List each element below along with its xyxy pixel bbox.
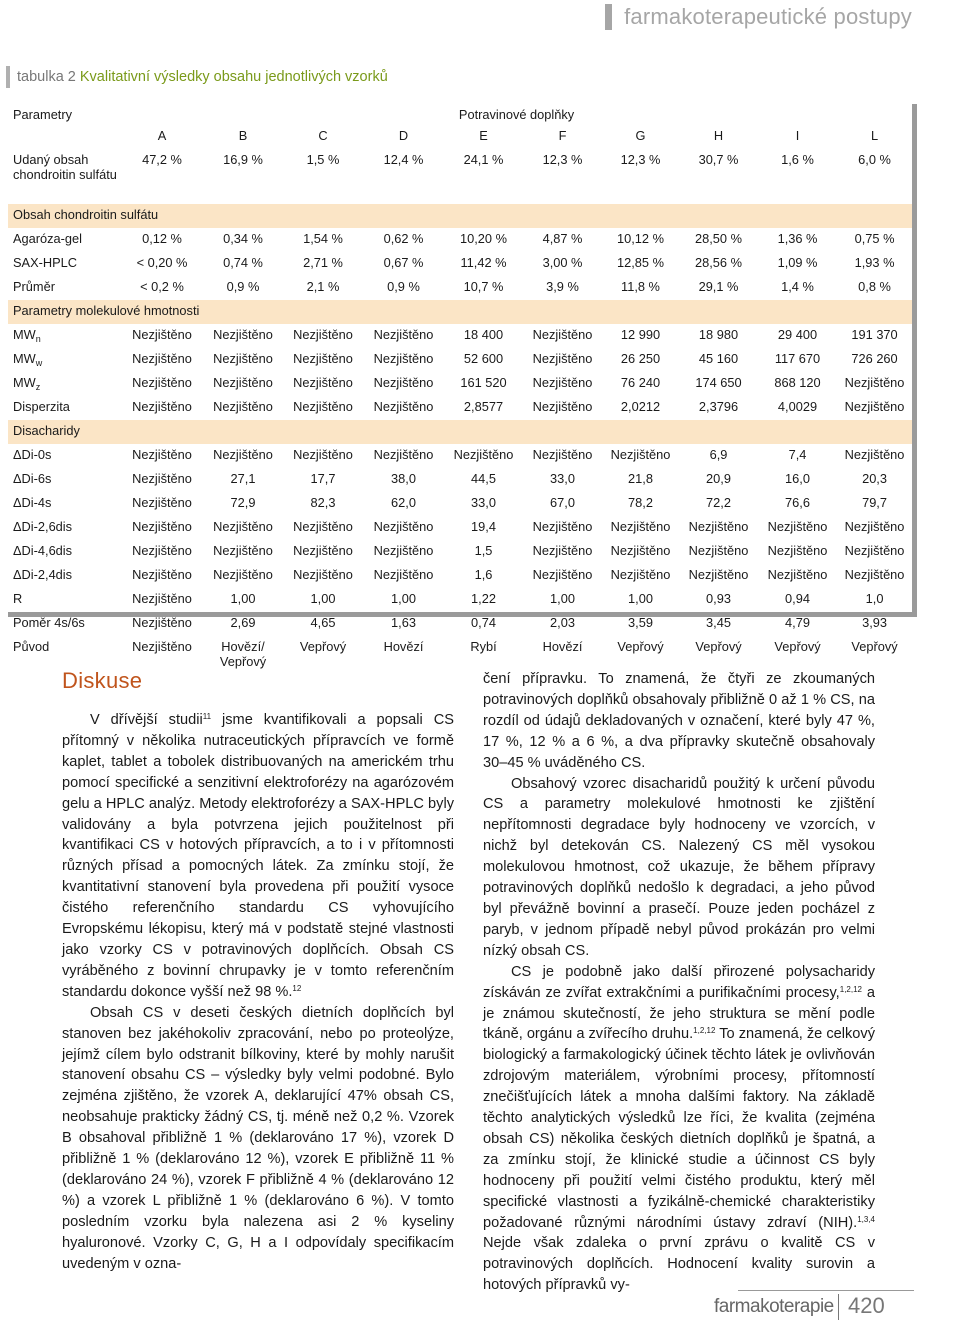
table-cell: 12,3 %	[620, 152, 661, 167]
column-header: A	[157, 128, 167, 143]
section-row-cs	[8, 204, 912, 228]
paragraph-text: Obsahový vzorec disacharidů použitý k určení původu CS a parametry molekulové hmotnosti ke zjištění nepřítomnosti degradace byly hodnoceny ve vzorcích, v nichž byl detekován CS. Nalezený CS měl vysokou molekulovou hmotnost, což ukazuje, že během přípravy potravinových doplňků nedošlo k degradaci, a jeho původ byl převážně bovinní a prasečí. Pouze jeden pocházel z paryb, v jednom případě nebyl původ prokázán pro velmi nízký obsah CS.	[483, 775, 875, 959]
row-label	[8, 372, 121, 396]
table-cell: < 0,20 %	[136, 255, 188, 270]
row-label-text: MW	[13, 375, 36, 390]
table-cell: 11,42 %	[460, 255, 507, 270]
row-label-text: ΔDi-0s	[13, 447, 52, 462]
row-label-text: Poměr 4s/6s	[13, 615, 85, 630]
table-cell: 3,45	[706, 615, 731, 630]
table-cell: 3,93	[862, 615, 887, 630]
row-label-subscript: z	[35, 382, 41, 392]
table-cell: Nezjištěno	[767, 567, 828, 582]
table-cell: 1,6 %	[781, 152, 814, 167]
table-cell: Nezjištěno	[213, 375, 273, 390]
section-label: Parametry molekulové hmotnosti	[8, 300, 912, 324]
table-cell: 16,9 %	[223, 152, 263, 167]
table-title: Kvalitativní výsledky obsahu jednotlivých vzorků	[79, 69, 388, 85]
running-header	[605, 4, 912, 30]
table-cell: 12,85 %	[617, 255, 664, 270]
table-cell: 10,20 %	[460, 231, 507, 246]
table-cell: 28,56 %	[695, 255, 742, 270]
table-cell: Nezjištěno	[767, 543, 828, 558]
table-cell: 29,1 %	[698, 279, 739, 294]
column-header: G	[635, 128, 646, 143]
journal-logo: farmakoterapie	[714, 1296, 834, 1317]
table-cell: Nezjištěno	[532, 567, 593, 582]
table-cell: 1,00	[230, 591, 256, 606]
row-label	[8, 396, 121, 420]
table-label: tabulka 2	[17, 69, 76, 85]
column-header: L	[870, 128, 879, 143]
table-cell: 0,62 %	[383, 231, 424, 246]
table-cell: Nezjištěno	[373, 375, 434, 390]
table-cell: Nezjištěno	[453, 447, 514, 462]
table-cell: 20,3	[862, 471, 887, 486]
row-label	[8, 348, 121, 372]
declared-row	[8, 149, 912, 204]
cs-row	[8, 228, 912, 252]
table-cell: Nezjištěno	[844, 447, 905, 462]
table-cell: Nezjištěno	[132, 639, 192, 654]
table-cell: 29 400	[777, 327, 818, 342]
table-cell: Nezjištěno	[610, 567, 671, 582]
header-bar	[605, 4, 612, 30]
paragraph-text: a je známou skutečností, že jeho struktura se mění podle tkáně, orgánu a zvířecího druhu.	[483, 984, 876, 1043]
cs-row	[8, 252, 912, 276]
table-cell: 82,3	[310, 495, 336, 510]
table-cell: Nezjištěno	[688, 543, 749, 558]
table-cell: Nezjištěno	[293, 447, 353, 462]
section-row-dis	[8, 420, 912, 444]
table-cell: Nezjištěno	[132, 495, 192, 510]
table-cell: 12,4 %	[383, 152, 424, 167]
table-cell: 6,9	[709, 447, 728, 462]
column-header: F	[558, 128, 567, 143]
row-label-text: MW	[13, 327, 36, 342]
table-cell: 1,00	[550, 591, 575, 606]
table-cell: Nezjištěno	[293, 543, 353, 558]
row-label-text: ΔDi-6s	[13, 471, 52, 486]
row-label	[8, 612, 121, 636]
disaccharide-row	[8, 468, 912, 492]
table-cell: 868 120	[774, 375, 821, 390]
paragraph-text: CS je podobně jako další přirozené polysacharidy získáván ze zvířat extrakčními a purifikačními procesy,	[483, 963, 875, 1001]
column-header: C	[318, 128, 328, 143]
paragraph	[483, 962, 875, 1297]
table-cell: Nezjištěno	[132, 471, 192, 486]
disaccharide-row	[8, 516, 912, 540]
table-cell: 62,0	[391, 495, 416, 510]
citation-ref: 1,2,12	[693, 1026, 716, 1036]
table-cell: 1,00	[628, 591, 653, 606]
citation-ref: 12	[292, 983, 302, 993]
table-cell: Nezjištěno	[293, 375, 353, 390]
table-cell: 10,7 %	[463, 279, 504, 294]
table-cell: 12 990	[620, 327, 661, 342]
table-cell: 2,3796	[698, 399, 739, 414]
table-cell: 72,9	[230, 495, 256, 510]
row-label	[8, 444, 121, 468]
table-cell: Nezjištěno	[132, 351, 192, 366]
row-label-subscript: n	[35, 334, 41, 344]
table-cell: 117 670	[774, 351, 821, 366]
table-cell: 18 400	[463, 327, 504, 342]
table-cell: Nezjištěno	[532, 327, 593, 342]
table-cell: Nezjištěno	[373, 351, 434, 366]
table-cell: Nezjištěno	[213, 447, 273, 462]
footer-rule	[738, 1290, 914, 1291]
table-cell: Nezjištěno	[532, 399, 593, 414]
paragraph	[62, 1003, 454, 1275]
table-cell: 3,59	[628, 615, 653, 630]
table-cell: Nezjištěno	[132, 567, 192, 582]
table-cell: 0,75 %	[854, 231, 895, 246]
column-header: B	[238, 128, 248, 143]
row-label-text: Průměr	[13, 279, 55, 294]
table-cell: Nezjištěno	[532, 543, 593, 558]
table-cell: 726 260	[851, 351, 898, 366]
table-cell: 33,0	[471, 495, 496, 510]
table-cell: Nezjištěno	[132, 327, 192, 342]
table-cell: 1,00	[391, 591, 416, 606]
table-cell: 72,2	[706, 495, 731, 510]
section-row-mw	[8, 300, 912, 324]
table-cell: Nezjištěno	[610, 543, 671, 558]
table-cell: 1,09 %	[777, 255, 818, 270]
row-label	[8, 324, 121, 348]
paragraph-text: Nejde však zdaleka o první zprávu o kvalitě CS v potravinových doplňcích. Hodnocení kvality surovin a hotových přípravků vy-	[483, 1235, 875, 1294]
disaccharide-row	[8, 564, 912, 588]
table-cell: 38,0	[391, 471, 416, 486]
table-cell: 1,5 %	[306, 152, 340, 167]
table-cell: Nezjištěno	[844, 375, 905, 390]
table-cell: 0,94	[785, 591, 810, 606]
table-cell: 1,22	[471, 591, 496, 606]
row-label	[8, 588, 121, 612]
table-cell: 20,9	[706, 471, 731, 486]
table-cell: 6,0 %	[858, 152, 891, 167]
paragraph-text: V dřívější studii	[90, 712, 203, 728]
table-cell: 45 160	[698, 351, 739, 366]
table-cell: Nezjištěno	[610, 447, 671, 462]
table-cell: Nezjištěno	[844, 543, 905, 558]
table-cell: Nezjištěno	[213, 543, 273, 558]
table-cell: 1,54 %	[303, 231, 343, 246]
row-label-text: MW	[13, 351, 36, 366]
row-label-text: Agaróza-gel	[13, 231, 83, 246]
results-table-frame	[8, 104, 917, 669]
table-cell: 1,0	[865, 591, 884, 606]
column-header: E	[479, 128, 488, 143]
table-header-row	[8, 104, 912, 125]
table-cell: Nezjištěno	[132, 399, 192, 414]
mw-row	[8, 372, 912, 396]
table-cell: 0,12 %	[142, 231, 182, 246]
table-cell: 18 980	[698, 327, 739, 342]
paragraph	[62, 710, 454, 1003]
disaccharide-row	[8, 612, 912, 636]
table-columns-row	[8, 125, 912, 149]
table-cell: 4,0029	[777, 399, 818, 414]
empty-cell	[8, 125, 121, 149]
table-cell: 76,6	[785, 495, 810, 510]
row-label-text: SAX-HPLC	[13, 255, 78, 270]
paragraph-text: jsme kvantifikovali a popsali CS přítomný v několika nutraceutických přípravcích ve formě kaplet, tablet a tobolek distribuovaných na americkém trhu pomocí specifické a senzitivní elektroforézy na agarózovém gelu a HPLC analýz. Metody elektroforézy a SAX-HPLC byly validovány a byla potvrzena jejich použitelnost při kvantifikaci CS v hotových přípravcích, a to i v přítomnosti různých přísad a pomocných látek. Za zmínku stojí, že kvantitativní stanovení byla provedena při použití vysoce čistého referenčního standardu CS vyhovujícího Evropskému lékopisu, který má v podstatě stejné vlastnosti jako vzorky CS v potravinových doplňcích. Obsah CS vyráběného z bovinní chrupavky je v tomto referenčním standardu dokonce vyšší než 98 %.	[62, 712, 455, 1000]
row-label-text: ΔDi-2,6dis	[13, 519, 73, 534]
table-cell: Nezjištěno	[132, 375, 192, 390]
table-cell: 16,0	[785, 471, 810, 486]
table-caption	[6, 66, 388, 88]
disaccharide-row	[8, 540, 912, 564]
table-cell: 1,4 %	[781, 279, 814, 294]
table-cell: 0,74	[471, 615, 496, 630]
table-cell: 4,65	[310, 615, 336, 630]
table-cell: Nezjištěno	[532, 375, 593, 390]
row-label: Původ	[13, 639, 50, 654]
disaccharide-row	[8, 588, 912, 612]
table-cell: 47,2 %	[142, 152, 182, 167]
table-cell: Nezjištěno	[688, 567, 749, 582]
table-cell: 26 250	[620, 351, 661, 366]
row-label-text: Disperzita	[13, 399, 70, 414]
row-label-text: R	[13, 591, 23, 606]
table-cell: 1,5	[474, 543, 493, 558]
right-column	[483, 669, 875, 1296]
citation-ref: 11	[202, 712, 212, 721]
table-cell: 44,5	[471, 471, 496, 486]
row-label: Udaný obsah chondroitin sulfátu	[13, 152, 117, 182]
table-cell: 1,6	[474, 567, 493, 582]
column-header: D	[398, 128, 409, 143]
page-number: 420	[848, 1293, 885, 1318]
table-cell: 0,93	[706, 591, 731, 606]
table-cell: 12,3 %	[542, 152, 583, 167]
row-label	[8, 540, 121, 564]
table-cell: Vepřový	[299, 639, 347, 654]
table-cell: 52 600	[463, 351, 504, 366]
row-label-text: ΔDi-4s	[13, 495, 52, 510]
table-cell: 3,00 %	[542, 255, 583, 270]
table-cell: 4,79	[785, 615, 810, 630]
table-cell: Nezjištěno	[373, 399, 434, 414]
row-label	[8, 516, 121, 540]
table-cell: Nezjištěno	[373, 327, 434, 342]
table-cell: Nezjištěno	[767, 519, 828, 534]
table-cell: 24,1 %	[463, 152, 504, 167]
row-label-text: ΔDi-4,6dis	[13, 543, 73, 558]
section-label: Obsah chondroitin sulfátu	[8, 204, 912, 228]
table-cell: Nezjištěno	[532, 447, 593, 462]
table-cell: 2,0212	[620, 399, 661, 414]
table-cell: 78,2	[628, 495, 653, 510]
table-cell: Nezjištěno	[293, 351, 353, 366]
table-cell: 3,9 %	[546, 279, 579, 294]
row-label	[8, 228, 121, 252]
table-cell: Nezjištěno	[213, 567, 273, 582]
row-label	[8, 468, 121, 492]
origin-row	[8, 636, 912, 669]
table-cell: Vepřový	[617, 639, 664, 654]
table-cell: 4,87 %	[542, 231, 583, 246]
table-cell: 161 520	[460, 375, 507, 390]
row-label-subscript: w	[35, 358, 43, 368]
table-cell: Nezjištěno	[293, 399, 353, 414]
table-cell: Nezjištěno	[532, 519, 593, 534]
table-cell: 28,50 %	[695, 231, 742, 246]
table-cell: 0,9 %	[226, 279, 260, 294]
table-cell: 0,74 %	[223, 255, 263, 270]
table-cell: Nezjištěno	[132, 615, 192, 630]
table-cell: Vepřový	[774, 639, 821, 654]
disaccharide-row	[8, 492, 912, 516]
table-cell: 30,7 %	[698, 152, 739, 167]
table-cell: Hovězí	[383, 639, 424, 654]
table-cell: Nezjištěno	[293, 327, 353, 342]
table-cell: 27,1	[230, 471, 256, 486]
paragraph	[483, 669, 875, 774]
table-cell: 19,4	[471, 519, 496, 534]
paragraph-text: To znamená, že celkový biologický a farmakologický účinek těchto látek je ovlivňován zdrojovým materiálem, výrobními procesy, přítomností znečišťujících látek a mnoha dalšími faktory. Na základě těchto analytických výsledků lze říci, že kvalita (zejména obsah CS) několika českých dietních doplňků je špatná, a za zmínku stojí, že klinické studie a účinnost CS byly hodnoceny při použití velmi čistého produktu, který měl specifické vlastnosti a fyzikálně-chemické charakteristiky požadované různými národními ústavy zdraví (NIH).	[483, 1026, 875, 1231]
section-heading: Diskuse	[62, 668, 143, 693]
paragraph-text: čení přípravku. To znamená, že čtyři ze zkoumaných potravinových doplňků obsahovaly přibližně 0 až 1 % CS, na rozdíl od údajů dekladovaných v označení, které byly 47 %, 17 %, 12 % a 6 %, a dva přípravky skutečně obsahovaly 30–45 % uváděného CS.	[483, 671, 875, 771]
table-cell: 174 650	[695, 375, 742, 390]
table-cell: Nezjištěno	[132, 519, 192, 534]
row-label	[8, 492, 121, 516]
table-cell: 2,71 %	[303, 255, 343, 270]
table-cell: < 0,2 %	[140, 279, 184, 294]
footer-separator	[838, 1294, 839, 1320]
table-cell: Nezjištěno	[213, 327, 273, 342]
param-header: Parametry	[13, 107, 73, 122]
table-cell: Nezjištěno	[293, 567, 353, 582]
table-cell: Nezjištěno	[688, 519, 749, 534]
left-column	[62, 710, 454, 1274]
table-cell: Nezjištěno	[213, 399, 273, 414]
table-cell: Nezjištěno	[373, 543, 434, 558]
table-cell: 0,8 %	[858, 279, 891, 294]
table-cell: Nezjištěno	[844, 399, 905, 414]
column-header: H	[713, 128, 724, 143]
citation-ref: 1,2,12	[839, 984, 862, 994]
table-cell: Hovězí/ Vepřový	[219, 639, 267, 669]
table-cell: 33,0	[550, 471, 575, 486]
table-cell: 2,8577	[463, 399, 504, 414]
paragraph-text: Obsah CS v deseti českých dietních doplňcích byl stanoven bez jakéhokoliv zpracování, nebo po proteolýze, jejímž cílem bylo odstranit bílkoviny, které by mohly narušit stanovení obsahu CS – výsledky byly velmi podobné. Bylo zejména zjištěno, že vzorek A, deklarující 47% obsah CS, neobsahuje prakticky žádný CS, tj. méně než 0,2 %. Vzorek B obsahoval přibližně 1 % (deklarováno 17 %), vzorek D přibližně 1 % (deklarováno 12 %), vzorek E přibližně 11 % (deklarováno 24 %), vzorek F přibližně 4 % (deklarováno 12 %) a vzorek L přibližně 1 % (deklarováno 6 %). V tomto posledním vzorku byla nalezena asi 2 % kyseliny hyaluronové. Vzorky C, G, H a I odpovídaly specifikacím uvedeným v ozna-	[62, 1004, 454, 1272]
table-cell: 1,63	[391, 615, 416, 630]
table-cell: Nezjištěno	[132, 447, 192, 462]
table-cell: 21,8	[628, 471, 653, 486]
citation-ref: 1,3,4	[857, 1214, 875, 1224]
table-cell: Nezjištěno	[132, 543, 192, 558]
footer	[714, 1290, 914, 1320]
table-cell: 79,7	[862, 495, 887, 510]
table-cell: 10,12 %	[617, 231, 664, 246]
row-label-text: ΔDi-2,4dis	[13, 567, 73, 582]
table-cell: Hovězí	[542, 639, 583, 654]
table-cell: 0,9 %	[387, 279, 420, 294]
table-cell: 2,1 %	[306, 279, 340, 294]
mw-row	[8, 348, 912, 372]
table-cell: Nezjištěno	[293, 519, 353, 534]
table-cell: 0,67 %	[383, 255, 424, 270]
row-label	[8, 252, 121, 276]
table-cell: Vepřový	[851, 639, 898, 654]
table-cell: Nezjištěno	[373, 447, 434, 462]
disaccharide-row	[8, 444, 912, 468]
table-cell: 11,8 %	[621, 279, 660, 294]
table-cell: 1,93 %	[854, 255, 895, 270]
paragraph	[483, 774, 875, 962]
mw-row	[8, 324, 912, 348]
table-cell: 7,4	[788, 447, 807, 462]
table-cell: Nezjištěno	[610, 519, 671, 534]
header-title: farmakoterapeutické postupy	[624, 4, 912, 29]
results-table	[8, 104, 912, 669]
table-cell: 2,69	[230, 615, 256, 630]
table-cell: Nezjištěno	[373, 567, 434, 582]
table-cell: 191 370	[851, 327, 898, 342]
table-cell: 17,7	[310, 471, 336, 486]
table-cell: Nezjištěno	[213, 519, 273, 534]
table-cell: 67,0	[550, 495, 575, 510]
table-cell: Nezjištěno	[132, 591, 192, 606]
mw-row	[8, 396, 912, 420]
table-cell: Vepřový	[695, 639, 742, 654]
table-cell: 76 240	[620, 375, 661, 390]
table-cell: 0,34 %	[223, 231, 263, 246]
table-cell: Rybí	[470, 639, 497, 654]
cs-row	[8, 276, 912, 300]
group-header: Potravinové doplňky	[458, 107, 575, 122]
table-cell: 2,03	[550, 615, 575, 630]
table-cell: Nezjištěno	[373, 519, 434, 534]
column-header: I	[795, 128, 800, 143]
table-cell: Nezjištěno	[844, 519, 905, 534]
table-cell: 1,00	[310, 591, 336, 606]
table-cell: Nezjištěno	[532, 351, 593, 366]
table-cell: 1,36 %	[777, 231, 818, 246]
table-cell: Nezjištěno	[213, 351, 273, 366]
table-cell: Nezjištěno	[844, 567, 905, 582]
row-label	[8, 276, 121, 300]
row-label	[8, 564, 121, 588]
section-label: Disacharidy	[8, 420, 912, 444]
